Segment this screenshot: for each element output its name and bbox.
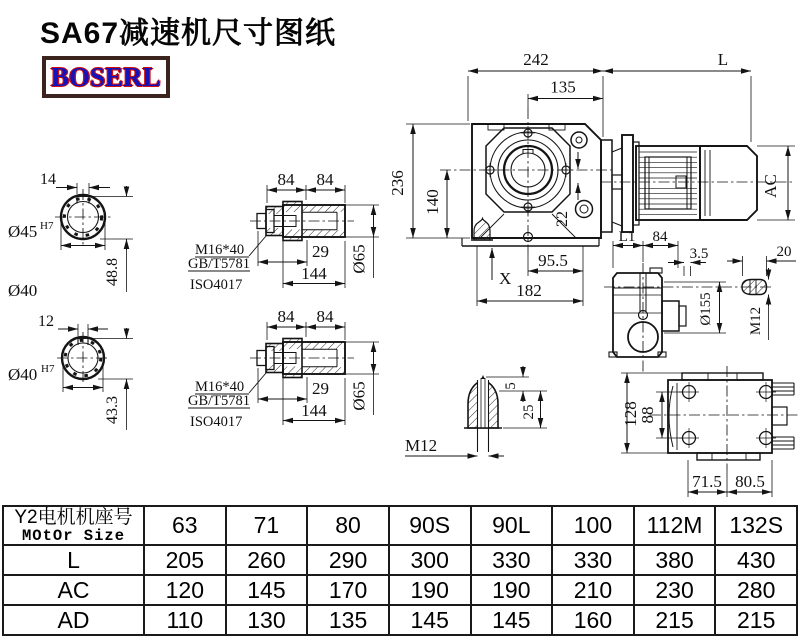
col-header-100: 100: [552, 506, 634, 545]
cell-AC-5: 210: [552, 575, 634, 605]
cell-AC-0: 120: [144, 575, 226, 605]
col-header-90l: 90L: [471, 506, 553, 545]
view-front-gearmotor: [406, 71, 795, 306]
dim-sleeve-144: 144: [301, 264, 327, 283]
cell-AD-7: 215: [715, 605, 797, 635]
cell-AC-2: 170: [307, 575, 389, 605]
dim-715: 71.5: [692, 472, 722, 491]
cell-AD-3: 145: [389, 605, 471, 635]
dim-140: 140: [423, 189, 442, 215]
table-row-AC: [3, 575, 797, 605]
table-row-L: [3, 545, 797, 575]
dim-135: 135: [550, 77, 576, 97]
dim-sleeve-29: 29: [312, 242, 329, 261]
dim-sleeve2-84a: 84: [277, 307, 295, 326]
cell-L-5: 330: [552, 545, 634, 575]
dim-955: 95.5: [538, 251, 568, 270]
cell-AD-4: 145: [471, 605, 553, 635]
dim-236: 236: [388, 170, 407, 196]
dim-bore-45-tol: H7: [40, 220, 54, 232]
dim-hub-depth-488: 48.8: [104, 258, 121, 286]
cell-AC-1: 145: [226, 575, 308, 605]
dim-128: 128: [621, 401, 640, 427]
dim-keyway-14: 14: [40, 171, 56, 188]
dim-sleeve-dia65: Ø65: [349, 244, 369, 274]
dim-housing-242: 242: [523, 50, 549, 69]
dim-sleeve2-dia65: Ø65: [349, 381, 369, 411]
dim-sleeve2-29: 29: [312, 379, 329, 398]
dim-AC: AC: [761, 174, 780, 198]
dim-bore-40-tol: H7: [41, 363, 55, 375]
cell-L-3: 300: [389, 545, 471, 575]
label-X: X: [499, 269, 512, 288]
dim-sleeve-84b: 84: [316, 170, 334, 189]
cell-AD-1: 130: [226, 605, 308, 635]
dim-L1: L1: [618, 229, 636, 245]
label-bolt-spec-2: M16*40: [195, 379, 245, 395]
label-std-gb: GB/T5781: [188, 256, 251, 272]
cell-AD-0: 110: [144, 605, 226, 635]
dim-22: 22: [554, 211, 571, 227]
table-header-row: [3, 506, 797, 545]
cell-AD-6: 215: [634, 605, 716, 635]
dim-805: 80.5: [735, 472, 765, 491]
col-header-71: 71: [226, 506, 308, 545]
cell-AC-3: 190: [389, 575, 471, 605]
dim-sleeve2-84b: 84: [316, 307, 334, 326]
dim-bore-40: Ø40: [8, 365, 38, 384]
cell-L-0: 205: [144, 545, 226, 575]
label-std-gb-2: GB/T5781: [188, 393, 251, 409]
cell-AD-5: 160: [552, 605, 634, 635]
dim-side-84: 84: [652, 229, 668, 245]
table-row-AD: [3, 605, 797, 635]
label-bolt-spec: M16*40: [195, 242, 245, 258]
dim-sleeve2-144: 144: [301, 401, 327, 420]
dim-88: 88: [638, 406, 657, 424]
cell-L-6: 380: [634, 545, 716, 575]
col-header-112m: 112M: [634, 506, 716, 545]
label-std-iso-2: ISO4017: [190, 414, 243, 430]
dim-35: 3.5: [689, 246, 709, 262]
page-title: SA67减速机尺寸图纸: [40, 17, 337, 50]
dim-plug-M12: M12: [405, 436, 438, 455]
brand-logo-text: BOSERL: [51, 62, 161, 92]
cell-L-1: 260: [226, 545, 308, 575]
cell-AC-4: 190: [471, 575, 553, 605]
cell-L-7: 430: [715, 545, 797, 575]
cell-AC-6: 230: [634, 575, 716, 605]
dim-20: 20: [776, 244, 792, 260]
dim-hub-depth-433: 43.3: [104, 396, 121, 424]
col-header-63: 63: [144, 506, 226, 545]
label-std-iso: ISO4017: [190, 277, 243, 293]
dimension-table: [2, 505, 798, 636]
cell-AC-7: 280: [715, 575, 797, 605]
dim-bore-45: Ø45: [8, 222, 38, 241]
dim-plug-5: 5: [503, 382, 519, 390]
dim-side-M12: M12: [748, 306, 764, 336]
dim-plug-25: 25: [521, 404, 537, 420]
row-label-AD: AD: [3, 605, 144, 635]
col-header-132s: 132S: [715, 506, 797, 545]
table-header-en: MOtOr Size: [21, 527, 125, 545]
dim-motor-L: L: [717, 50, 729, 69]
cell-AD-2: 135: [307, 605, 389, 635]
view-hollow-shaft-top: [55, 183, 133, 292]
row-label-L: L: [3, 545, 144, 575]
view-hollow-shaft-bottom: [57, 324, 133, 430]
row-label-AC: AC: [3, 575, 144, 605]
table-header-motor-size: [3, 506, 144, 545]
col-header-80: 80: [307, 506, 389, 545]
dim-182: 182: [516, 281, 542, 300]
cell-L-4: 330: [471, 545, 553, 575]
table-header-cn: Y2电机机座号: [14, 507, 133, 528]
col-header-90s: 90S: [389, 506, 471, 545]
cell-L-2: 290: [307, 545, 389, 575]
dim-inner-bore-40: Ø40: [8, 281, 38, 300]
dim-dia155: Ø155: [698, 292, 714, 326]
dim-keyway-12: 12: [38, 313, 54, 330]
dim-sleeve-84a: 84: [277, 170, 295, 189]
